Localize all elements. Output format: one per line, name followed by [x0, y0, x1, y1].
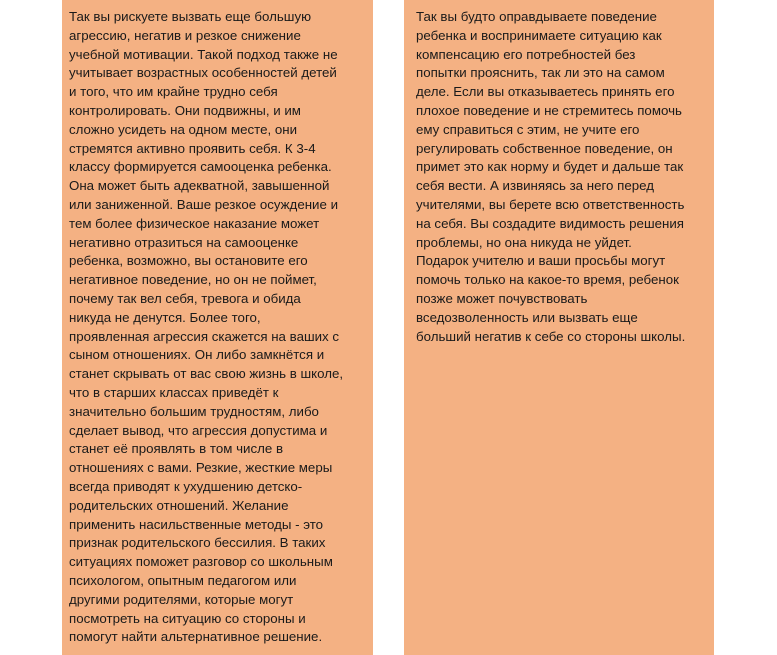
text-line: себя вести. А извиняясь за него перед — [416, 178, 654, 194]
text-line: ему справиться с этим, не учите его — [416, 121, 640, 137]
text-line: или заниженной. Ваше резкое осуждение и — [69, 196, 339, 212]
text-line: проблемы, но она никуда не уйдет. — [416, 234, 632, 250]
text-line: на себя. Вы создадите видимость решения — [416, 215, 684, 231]
text-line: всегда приводят к ухудшению детско- — [69, 478, 303, 494]
text-line: плохое поведение и не стремитесь помочь — [416, 102, 682, 118]
text-line: регулировать собственное поведение, он — [416, 140, 673, 156]
text-line: значительно большим трудностям, либо — [69, 403, 319, 419]
text-line: стремятся активно проявить себя. К 3-4 — [69, 140, 316, 156]
text-line: больший негатив к себе со стороны школы. — [416, 328, 686, 344]
text-line: посмотреть на ситуацию со стороны и — [69, 610, 306, 626]
text-line: родительских отношений. Желание — [69, 497, 289, 513]
text-line: проявленная агрессия скажется на ваших с — [69, 328, 340, 344]
text-line: применить насильственные методы - это — [69, 516, 324, 532]
text-line: психологом, опытным педагогом или — [69, 572, 297, 588]
text-line: ребенка и воспринимаете ситуацию как — [416, 27, 662, 43]
text-line: учебной мотивации. Такой подход также не — [69, 46, 338, 62]
text-line: тем более физическое наказание может — [69, 215, 320, 231]
text-line: сделает вывод, что агрессия допустима и — [69, 422, 328, 438]
text-line: классу формируется самооценка ребенка. — [69, 159, 332, 175]
text-line: что в старших классах приведёт к — [69, 384, 279, 400]
text-line: помочь только на какое-то время, ребенок — [416, 272, 679, 288]
left-text-panel — [62, 0, 373, 655]
text-line: другими родителями, которые могут — [69, 591, 294, 607]
text-line: учителями, вы берете всю ответственность — [416, 196, 685, 212]
text-line: примет это как норму и будет и дальше так — [416, 159, 684, 175]
text-line: агрессию, негатив и резкое снижение — [69, 27, 301, 43]
text-line: компенсацию его потребностей без — [416, 46, 636, 62]
text-line: станет её проявлять в том числе в — [69, 441, 284, 457]
text-line: признак родительского бессилия. В таких — [69, 535, 326, 551]
text-line: станет скрывать от вас свою жизнь в школе, — [69, 366, 344, 382]
text-line: ситуациях поможет разговор со школьным — [69, 554, 333, 570]
text-line: помогут найти альтернативное решение. — [69, 629, 323, 645]
text-line: ребенка, возможно, вы остановите его — [69, 253, 308, 269]
text-line: деле. Если вы отказываетесь принять его — [416, 84, 675, 100]
text-line: негативное поведение, но он не поймет, — [69, 272, 317, 288]
text-line: позже может почувствовать — [416, 290, 588, 306]
text-line: Подарок учителю и ваши просьбы могут — [416, 253, 666, 269]
text-line: негативно отразиться на самооценке — [69, 234, 299, 250]
text-line: попытки прояснить, так ли это на самом — [416, 65, 665, 81]
text-line: вседозволенность или вызвать еще — [416, 309, 638, 325]
text-line: Так вы рискуете вызвать еще большую — [69, 9, 312, 24]
text-line: Она может быть адекватной, завышенной — [69, 178, 330, 194]
text-line: и того, что им крайне трудно себя — [69, 84, 278, 100]
text-line: никуда не денутся. Более того, — [69, 309, 261, 325]
text-line: почему так вел себя, тревога и обида — [69, 290, 301, 306]
text-line: учитывает возрастных особенностей детей — [69, 65, 337, 81]
right-text-panel — [404, 0, 714, 655]
text-line: Так вы будто оправдываете поведение — [416, 9, 657, 24]
text-line: контролировать. Они подвижны, и им — [69, 102, 301, 118]
text-line: сложно усидеть на одном месте, они — [69, 121, 298, 137]
text-line: сыном отношениях. Он либо замкнётся и — [69, 347, 325, 363]
text-line: отношениях с вами. Резкие, жесткие меры — [69, 460, 333, 476]
